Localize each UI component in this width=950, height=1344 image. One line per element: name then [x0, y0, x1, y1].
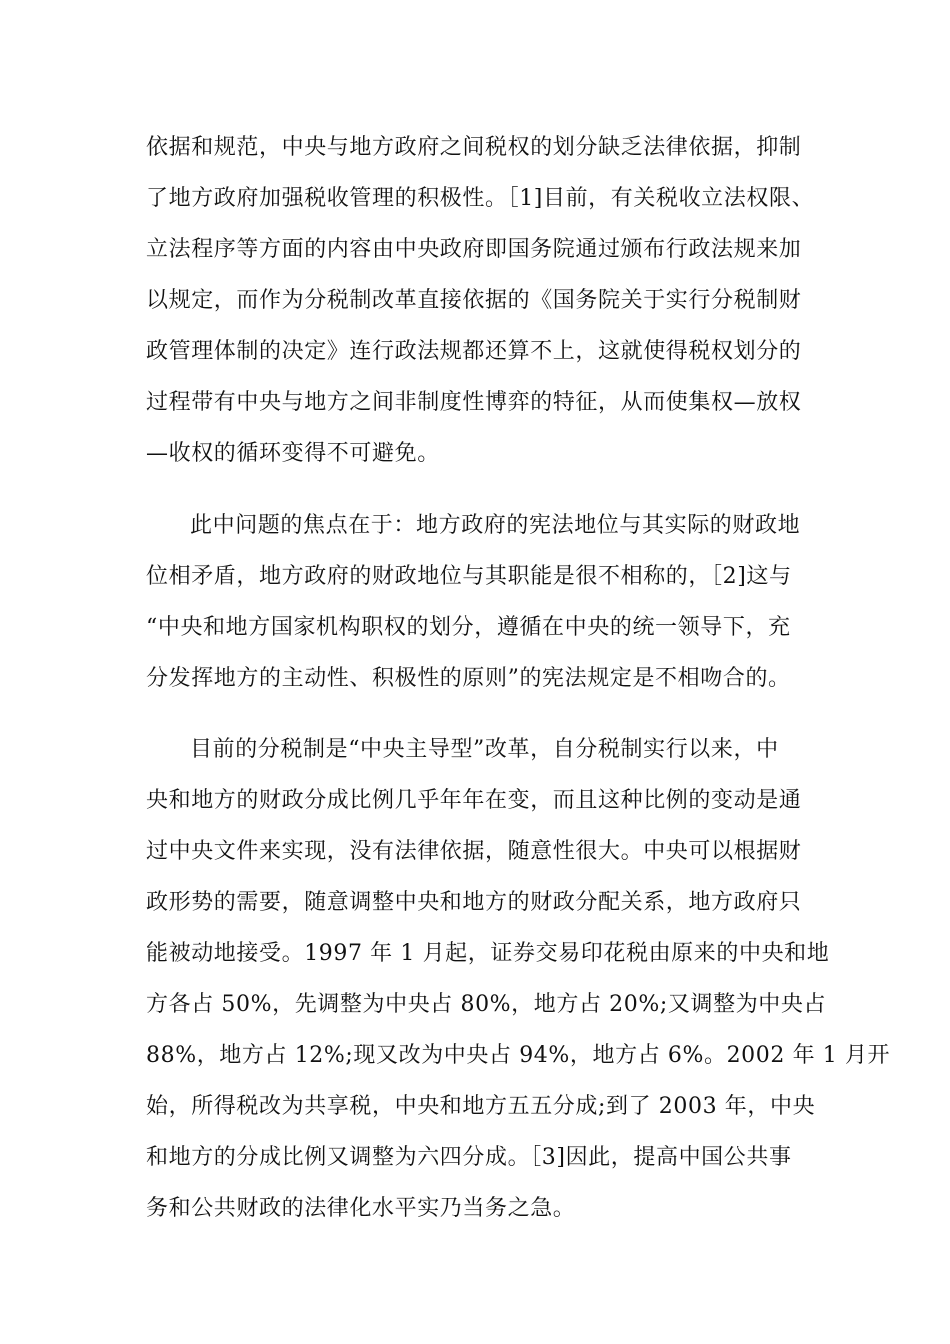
paragraph-line: 政形势的需要，随意调整中央和地方的财政分配关系，地方政府只	[146, 890, 802, 915]
paragraph-line: 以规定，而作为分税制改革直接依据的《国务院关于实行分税制财	[146, 288, 802, 313]
paragraph-line: —收权的循环变得不可避免。	[146, 441, 440, 466]
paragraph-line: 央和地方的财政分成比例几乎年年在变，而且这种比例的变动是通	[146, 788, 802, 813]
paragraph-line: 过程带有中央与地方之间非制度性博弈的特征，从而使集权—放权	[146, 390, 802, 415]
paragraph-line: 位相矛盾，地方政府的财政地位与其职能是很不相称的，［2]这与	[146, 564, 792, 589]
paragraph-line: 过中央文件来实现，没有法律依据，随意性很大。中央可以根据财	[146, 839, 802, 864]
paragraph-line: “中央和地方国家机构职权的划分，遵循在中央的统一领导下，充	[146, 615, 791, 640]
paragraph-line: 立法程序等方面的内容由中央政府即国务院通过颁布行政法规来加	[146, 237, 802, 262]
paragraph-line: 方各占 50%，先调整为中央占 80%，地方占 20%;又调整为中央占	[146, 992, 827, 1017]
paragraph-line: 此中问题的焦点在于：地方政府的宪法地位与其实际的财政地	[190, 513, 801, 538]
paragraph-line: 分发挥地方的主动性、积极性的原则”的宪法规定是不相吻合的。	[146, 666, 791, 691]
paragraph-line: 目前的分税制是“中央主导型”改革，自分税制实行以来，中	[190, 737, 779, 762]
paragraph-line: 政管理体制的决定》连行政法规都还算不上，这就使得税权划分的	[146, 339, 802, 364]
paragraph-line: 依据和规范，中央与地方政府之间税权的划分缺乏法律依据，抑制	[146, 135, 802, 160]
paragraph-line: 始，所得税改为共享税，中央和地方五五分成;到了 2003 年，中央	[146, 1094, 816, 1119]
paragraph-line: 了地方政府加强税收管理的积极性。［1]目前，有关税收立法权限、	[146, 186, 815, 211]
paragraph-line: 务和公共财政的法律化水平实乃当务之急。	[146, 1196, 576, 1221]
paragraph-line: 能被动地接受。1997 年 1 月起，证券交易印花税由原来的中央和地	[146, 941, 830, 966]
paragraph-line: 和地方的分成比例又调整为六四分成。［3]因此，提高中国公共事	[146, 1145, 792, 1170]
paragraph-line: 88%，地方占 12%;现又改为中央占 94%，地方占 6%。2002 年 1 月开	[146, 1043, 891, 1068]
